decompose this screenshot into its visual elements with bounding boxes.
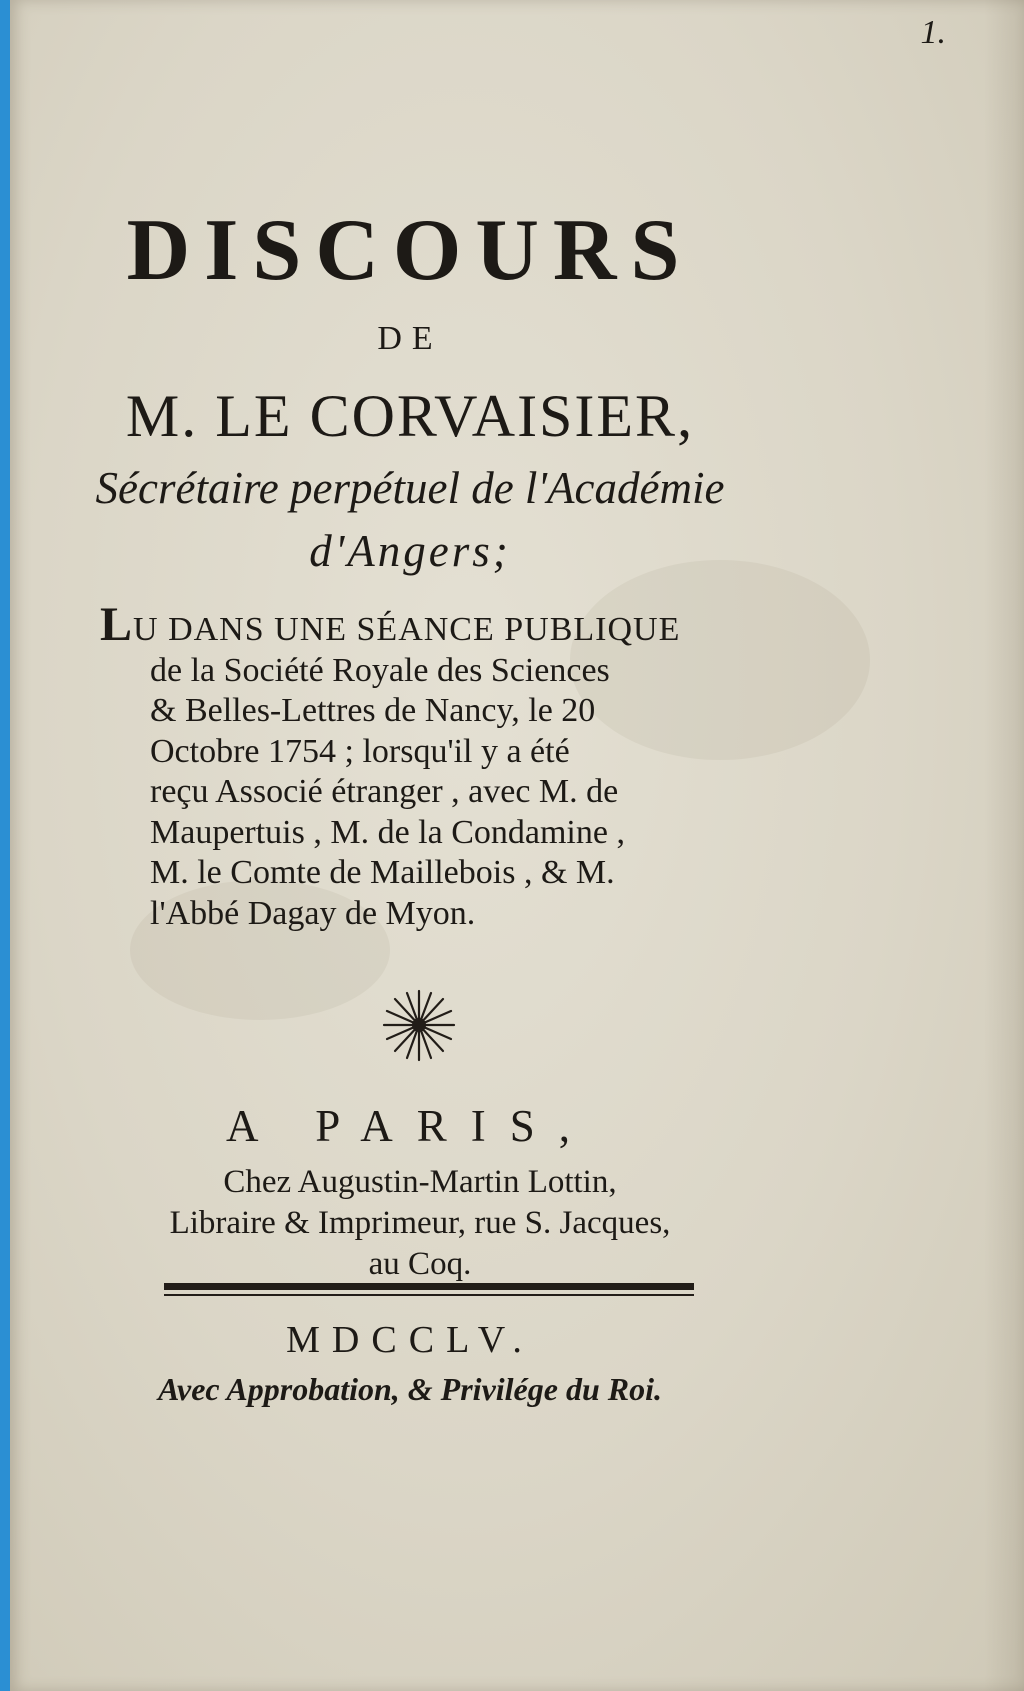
printer-line: Libraire & Imprimeur, rue S. Jacques, — [169, 1205, 671, 1241]
imprint-printer — [100, 1162, 740, 1285]
publication-year: MDCCLV. — [286, 1319, 534, 1361]
title-page — [10, 0, 1024, 1691]
page-edge-shadow — [984, 0, 1024, 1691]
reading-line: & Belles-Lettres de Nancy, le 20 — [150, 692, 596, 729]
reading-line: Maupertuis , M. de la Condamine , — [150, 813, 625, 851]
reading-line: Octobre 1754 ; lorsqu'il y a été — [150, 732, 570, 770]
thick-rule — [164, 1283, 694, 1290]
thin-rule — [164, 1294, 694, 1296]
reading-line: M. le Comte de Maillebois , & M. — [150, 854, 615, 891]
title-preposition: DE — [377, 320, 443, 357]
reading-initial: L — [100, 598, 134, 651]
author-role-line-2: d'Angers; — [309, 526, 511, 576]
reading-line: de la Société Royale des Sciences — [150, 651, 610, 689]
reading-description — [100, 598, 740, 934]
printer-line: Chez Augustin-Martin Lottin, — [223, 1164, 617, 1200]
imprint-place: A PARIS, — [226, 1101, 594, 1151]
reading-lead-text: U DANS UNE SÉANCE PUBLIQUE — [133, 611, 681, 648]
reading-line: l'Abbé Dagay de Myon. — [150, 894, 476, 932]
printers-flower-ornament-icon — [381, 987, 457, 1063]
author-role-line-1: Sécrétaire perpétuel de l'Académie — [95, 463, 725, 513]
reading-lead-line — [100, 598, 740, 651]
approbation-privilege: Avec Approbation, & Privilége du Roi. — [158, 1371, 662, 1407]
author-name: M. LE CORVAISIER, — [125, 383, 695, 449]
reading-line: reçu Associé étranger , avec M. de — [150, 773, 619, 810]
book-title: DISCOURS — [126, 202, 694, 299]
printer-line: au Coq. — [368, 1246, 472, 1282]
page-number: 1. — [920, 14, 946, 51]
